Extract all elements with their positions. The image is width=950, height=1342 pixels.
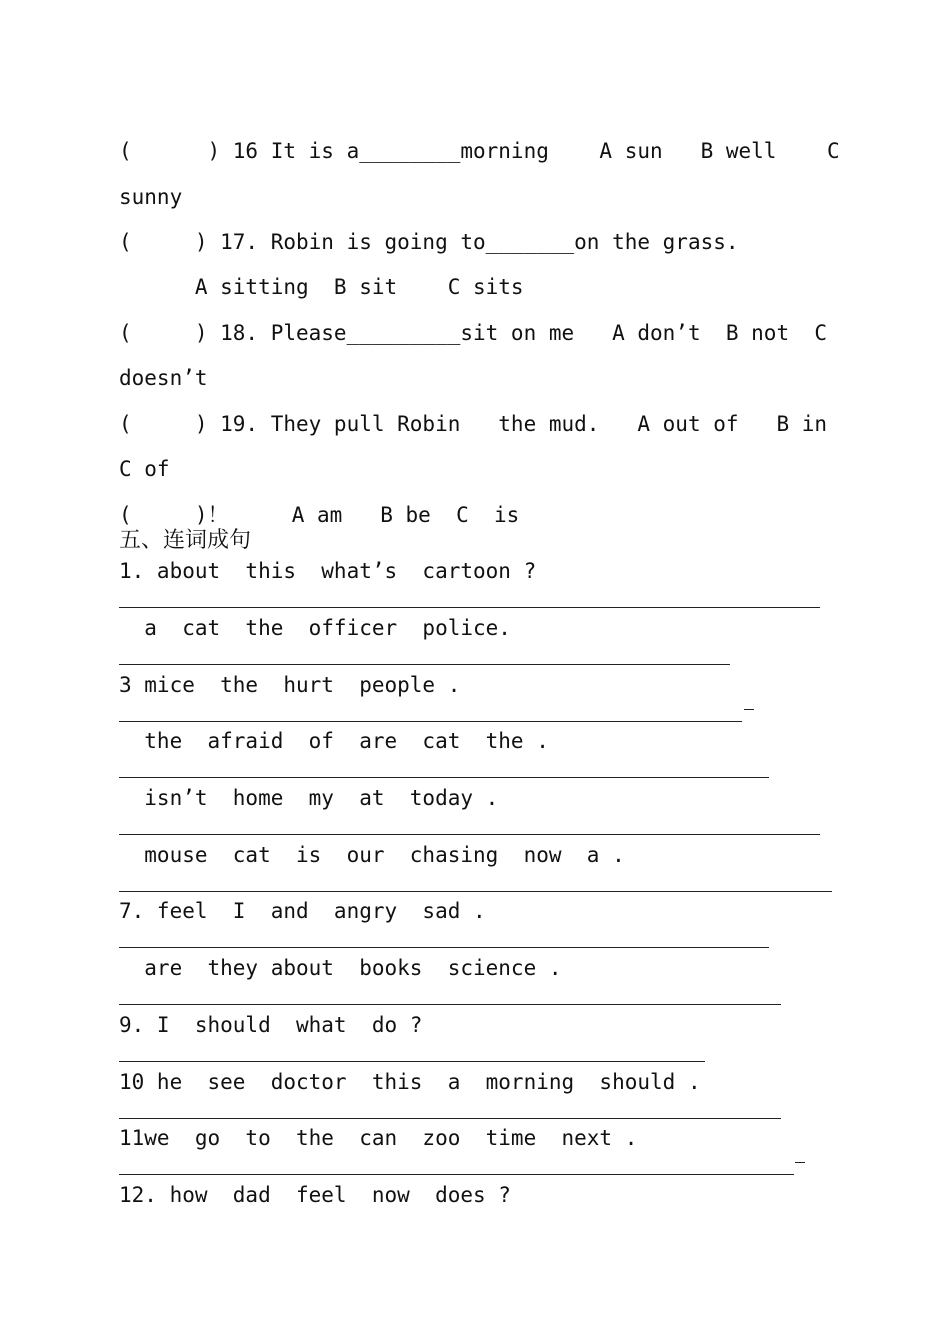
- sentence-9: 9. I should what do ?: [119, 1013, 423, 1037]
- answer-line-3-tick: [744, 709, 754, 710]
- question-20-line: ( )！ A am B be C is: [119, 503, 520, 527]
- sentence-1: 1. about this what’s cartoon ?: [119, 559, 537, 583]
- sentence-7: 7. feel I and angry sad .: [119, 899, 486, 923]
- sentence-3: 3 mice the hurt people .: [119, 673, 461, 697]
- answer-line-5[interactable]: [119, 834, 820, 835]
- answer-line-8[interactable]: [119, 1004, 781, 1005]
- answer-line-4[interactable]: [119, 777, 769, 778]
- answer-line-7[interactable]: [119, 947, 769, 948]
- question-18-line1: ( ) 18. Please_________sit on me A don’t B not C: [119, 321, 828, 345]
- answer-line-6[interactable]: [119, 891, 832, 892]
- question-16-line1: ( ) 16 It is a________morning A sun B well C: [119, 139, 840, 163]
- question-17-line1: ( ) 17. Robin is going to_______on the grass.: [119, 230, 739, 254]
- sentence-12: 12. how dad feel now does ?: [119, 1183, 511, 1207]
- answer-line-9[interactable]: [119, 1061, 705, 1062]
- sentence-11: 11we go to the can zoo time next .: [119, 1126, 638, 1150]
- answer-line-10[interactable]: [119, 1118, 781, 1119]
- answer-line-1[interactable]: [119, 607, 820, 608]
- sentence-2: a cat the officer police.: [119, 616, 511, 640]
- answer-line-11-tick: [795, 1162, 805, 1163]
- answer-line-2[interactable]: [119, 664, 730, 665]
- question-19-line2: C of: [119, 457, 170, 481]
- sentence-8: are they about books science .: [119, 956, 562, 980]
- question-18-line2: doesn’t: [119, 366, 208, 390]
- sentence-10: 10 he see doctor this a morning should .: [119, 1070, 701, 1094]
- sentence-5: isn’t home my at today .: [119, 786, 499, 810]
- answer-line-3[interactable]: [119, 721, 742, 722]
- sentence-6: mouse cat is our chasing now a .: [119, 843, 625, 867]
- question-19-line1: ( ) 19. They pull Robin the mud. A out of B in: [119, 412, 828, 436]
- section-title: 五、连词成句: [119, 528, 252, 553]
- answer-line-11[interactable]: [119, 1174, 794, 1175]
- question-16-line2: sunny: [119, 185, 183, 209]
- sentence-4: the afraid of are cat the .: [119, 729, 549, 753]
- question-17-options: A sitting B sit C sits: [119, 275, 524, 299]
